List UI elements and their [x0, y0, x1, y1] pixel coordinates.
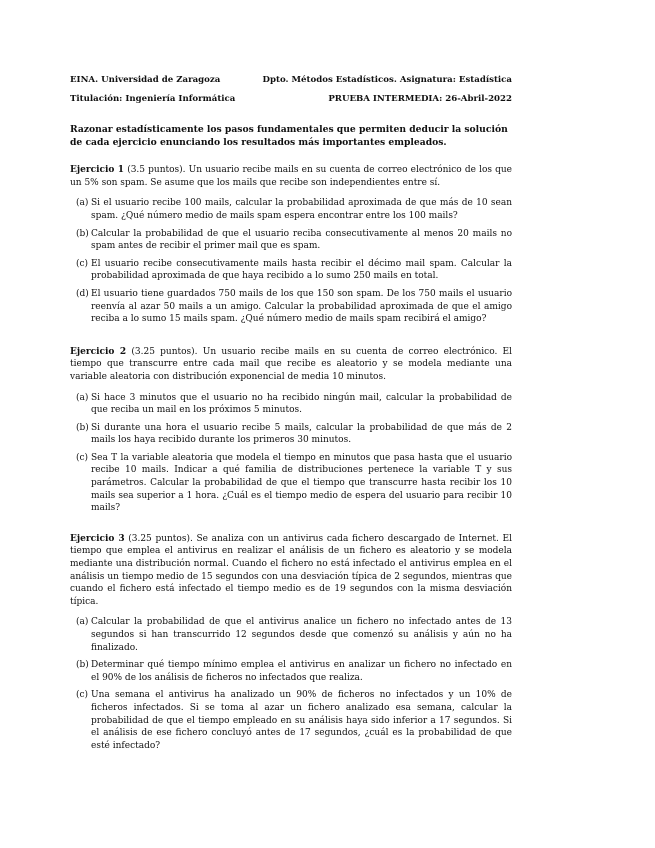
item-text: Calcular la probabilidad de que el usuario reciba consecutivamente al menos 20 mails no spam antes de recibir el primer mail que es spam. — [91, 228, 512, 252]
exercise-items — [70, 392, 512, 515]
exercise-intro-text: (3.25 puntos). Un usuario recibe mails en su cuenta de correo electrónico. El tiempo que transcurre entre cada mail que recibe es aleatorio y se modela mediante una variable aleatoria con distribución exponencial de media 10 minutos. — [70, 346, 512, 382]
exam-page — [70, 74, 512, 757]
item-text: Si hace 3 minutos que el usuario no ha recibido ningún mail, calcular la probabilidad de que reciba un mail en los próximos 5 minutos. — [91, 392, 512, 416]
exercise-2 — [70, 346, 512, 515]
item-label: (c) — [76, 452, 89, 463]
exercise-title: Ejercicio 3 — [70, 533, 125, 544]
exercise-intro-text: (3.25 puntos). Se analiza con un antivirus cada fichero descargado de Internet. El tiempo que emplea el antivirus en realizar el análisis de un fichero es aleatorio y se modela mediante una distribución normal. Cuando el fichero no está infectado el antivirus emplea en el análisis un tiempo medio de 15 segundos con una desviación típica de 2 segundos, mientras que cuando el fichero está infectado el tiempo medio es de 19 segundos con la misma desviación típica. — [70, 533, 512, 607]
list-item — [70, 452, 512, 515]
item-text: Sea T la variable aleatoria que modela el tiempo en minutos que pasa hasta que el usuario recibe 10 mails. Indicar a qué familia de distribuciones pertenece la variable T y sus parámetros. Calcular la probabilidad de que el tiempo que transcurre hasta recibir los 10 mails sea superior a 1 hora. ¿Cuál es el tiempo medio de espera del usuario para recibir 10 mails? — [91, 452, 512, 514]
header-row-2 — [70, 93, 512, 105]
exercise-title: Ejercicio 2 — [70, 346, 127, 357]
header-department: Dpto. Métodos Estadísticos. Asignatura: Estadística — [262, 75, 512, 85]
item-label: (a) — [76, 198, 89, 209]
exercise-intro — [70, 164, 512, 189]
item-label: (c) — [76, 258, 89, 269]
item-text: Determinar qué tiempo mínimo emplea el antivirus en analizar un fichero no infectado en el 90% de los análisis de ficheros no infectados que realiza. — [91, 660, 512, 683]
list-item — [70, 659, 512, 684]
item-label: (c) — [76, 690, 89, 701]
exercise-3 — [70, 533, 512, 753]
exercise-items — [70, 616, 512, 752]
instructions: Razonar estadísticamente los pasos fundamentales que permiten deducir la solución de cada ejercicio enunciando los resultados más importantes empleados. — [70, 124, 508, 148]
item-text: El usuario recibe consecutivamente mails hasta recibir el décimo mail spam. Calcular la probabilidad aproximada de que haya recibido a lo sumo 250 mails en total. — [91, 258, 512, 282]
exercise-intro-text: (3.5 puntos). Un usuario recibe mails en su cuenta de correo electrónico de los que un 5% son spam. Se asume que los mails que recibe son independientes entre sí. — [70, 165, 513, 188]
item-text: Si durante una hora el usuario recibe 5 mails, calcular la probabilidad de que más de 2 mails los haya recibido durante los primeros 30 minutos. — [91, 422, 512, 446]
item-text: Si el usuario recibe 100 mails, calcular la probabilidad aproximada de que más de 10 sean spam. ¿Qué número medio de mails spam espera encontrar entre los 100 mails? — [91, 198, 512, 221]
header-row-1 — [70, 74, 512, 86]
header-degree: Titulación: Ingeniería Informática — [70, 94, 236, 104]
list-item — [70, 197, 512, 222]
exercise-title: Ejercicio 1 — [70, 165, 125, 176]
item-label: (b) — [76, 228, 89, 239]
header-university: EINA. Universidad de Zaragoza — [70, 75, 221, 85]
exercise-intro — [70, 346, 512, 384]
list-item — [70, 258, 512, 283]
exercise-1 — [70, 164, 512, 326]
item-label: (b) — [76, 660, 89, 671]
item-label: (a) — [76, 617, 89, 628]
item-label: (a) — [76, 392, 89, 403]
item-text: Calcular la probabilidad de que el antivirus analice un fichero no infectado antes de 13 segundos si han transcurrido 12 segundos desde que comenzó su análisis y aún no ha finalizado. — [91, 617, 512, 653]
item-label: (b) — [76, 422, 89, 433]
list-item — [70, 422, 512, 447]
exercise-items — [70, 197, 512, 325]
list-item — [70, 392, 512, 417]
item-text: El usuario tiene guardados 750 mails de los que 150 son spam. De los 750 mails el usuario reenvía al azar 50 mails a un amigo. Calcular la probabilidad aproximada de que el amigo reciba a lo sumo 15 mails spam. ¿Qué número medio de mails spam recibirá el amigo? — [91, 288, 512, 325]
list-item — [70, 689, 512, 752]
list-item — [70, 616, 512, 654]
header-exam-date: PRUEBA INTERMEDIA: 26-Abril-2022 — [328, 94, 512, 104]
item-label: (d) — [76, 288, 89, 299]
list-item — [70, 228, 512, 253]
list-item — [70, 288, 512, 326]
item-text: Una semana el antivirus ha analizado un 90% de ficheros no infectados y un 10% de ficheros infectados. Si se toma al azar un fichero analizado esa semana, calcular la probabilidad de que el tiempo empleado en su análisis haya sido inferior a 17 segundos. Si el análisis de ese fichero concluyó antes de 17 segundos, ¿cuál es la probabilidad de que esté infectado? — [91, 690, 512, 751]
exercise-intro — [70, 533, 512, 609]
